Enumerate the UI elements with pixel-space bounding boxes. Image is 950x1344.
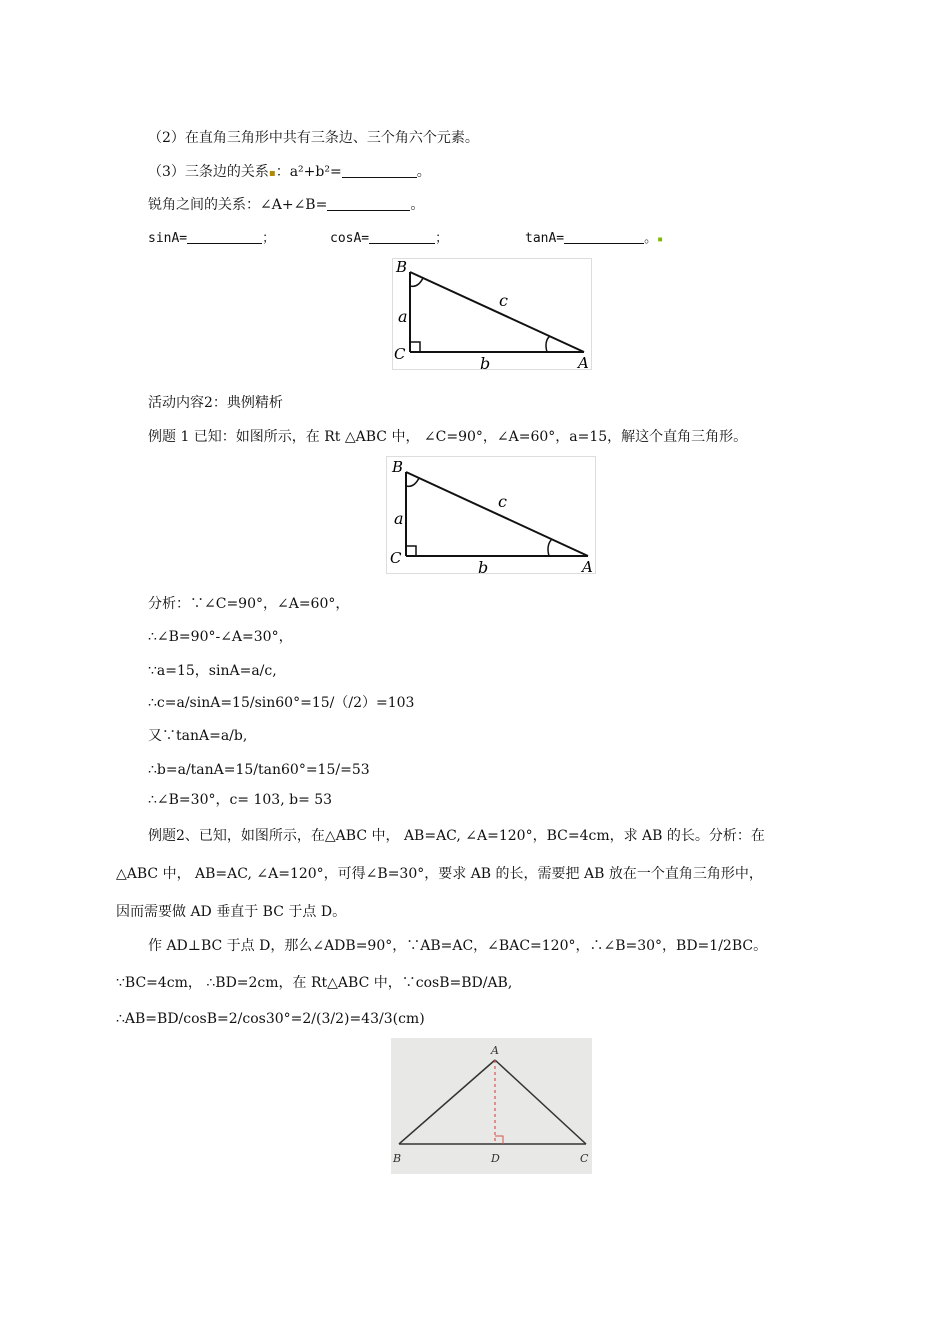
sides-formula: ：a²+b²=	[275, 164, 342, 180]
vertex-a-label: A	[578, 354, 589, 370]
example-2-line-1: 例题2、已知，如图所示，在△ABC 中， AB=AC, ∠A=120°，BC=4cm，求 AB 的长。分析：在	[148, 828, 765, 844]
sin-label: sinA=	[148, 231, 188, 246]
analysis-line-3: ∵a=15，sinA=a/c,	[148, 663, 277, 679]
tan-group	[525, 229, 663, 250]
example-2-line-3: 因而需要做 AD 垂直于 BC 于点 D。	[116, 904, 347, 920]
line-angles-relation	[148, 195, 424, 215]
solution-line-2: ∵BC=4cm， ∴BD=2cm，在 Rt△ABC 中，∵cosB=BD/AB,	[116, 975, 513, 991]
analysis-line-4: ∴c=a/sinA=15/sin60°=15/（/2）=103	[148, 695, 415, 711]
edit-mark: ▪	[268, 168, 276, 179]
vertex-c-label: C	[390, 549, 402, 567]
side-a-label: a	[398, 307, 408, 326]
cos-sep: ；	[435, 231, 449, 246]
side-b-label: b	[478, 558, 489, 574]
activity-title: 活动内容2：典例精析	[148, 395, 283, 411]
sin-blank	[187, 229, 262, 244]
side-b-label: b	[480, 354, 491, 370]
sides-blank	[342, 163, 417, 178]
vertex-a-label: A	[491, 1044, 499, 1057]
right-triangle-figure-2	[386, 456, 596, 574]
tan-label: tanA=	[525, 231, 565, 246]
point-d-label: D	[491, 1152, 500, 1165]
side-a-label: a	[394, 509, 404, 528]
analysis-line-6: ∴b=a/tanA=15/tan60°=15/=53	[148, 762, 370, 778]
vertex-c-label: C	[394, 345, 406, 363]
vertex-c-label: C	[580, 1152, 589, 1165]
line-trig-ratios	[148, 229, 275, 249]
analysis-line-1: 分析：∵∠C=90°，∠A=60°，	[148, 596, 350, 612]
sides-end: 。	[416, 164, 431, 180]
solution-line-3: ∴AB=BD/cosB=2/cos30°=2/(3/2)=43/3(cm)	[116, 1011, 425, 1027]
tan-blank	[564, 229, 644, 244]
side-c-label: c	[498, 492, 507, 511]
example-1: 例题 1 已知：如图所示，在 Rt △ABC 中， ∠C=90°，∠A=60°，a=15，解这个直角三角形。	[148, 429, 748, 445]
cos-label: cosA=	[330, 231, 370, 246]
analysis-line-5: 又∵tanA=a/b,	[148, 728, 248, 744]
tan-end: 。	[644, 231, 658, 246]
vertex-b-label: B	[396, 258, 408, 276]
solution-line-1: 作 AD⊥BC 于点 D，那么∠ADB=90°，∵AB=AC，∠BAC=120°，∴∠B=30°，BD=1/2BC。	[148, 938, 768, 954]
side-c-label: c	[499, 291, 508, 310]
vertex-b-label: B	[393, 1152, 402, 1165]
activity-heading	[148, 393, 283, 413]
cos-blank	[369, 229, 435, 244]
right-triangle-figure-1	[392, 258, 592, 370]
cos-group	[330, 229, 448, 249]
vertex-b-label: B	[392, 458, 404, 476]
sides-label: （3）三条边的关系	[148, 164, 269, 180]
angles-blank	[327, 196, 410, 211]
angles-label: 锐角之间的关系：∠A+∠B=	[148, 197, 328, 213]
edit-mark: ▪	[657, 234, 664, 245]
isosceles-triangle-figure	[391, 1038, 592, 1174]
sin-sep: ；	[262, 231, 276, 246]
vertex-a-label: A	[582, 558, 593, 574]
example-2-line-2: △ABC 中， AB=AC, ∠A=120°，可得∠B=30°，要求 AB 的长，需要把 AB 放在一个直角三角形中，	[116, 866, 763, 882]
angles-end: 。	[410, 197, 425, 213]
analysis-line-2: ∴∠B=90°-∠A=30°，	[148, 629, 293, 645]
line-elements: （2）在直角三角形中共有三条边、三个角六个元素。	[148, 130, 479, 146]
line-sides-relation	[148, 162, 431, 184]
analysis-line-7: ∴∠B=30°，c= 103, b= 53	[148, 792, 333, 808]
